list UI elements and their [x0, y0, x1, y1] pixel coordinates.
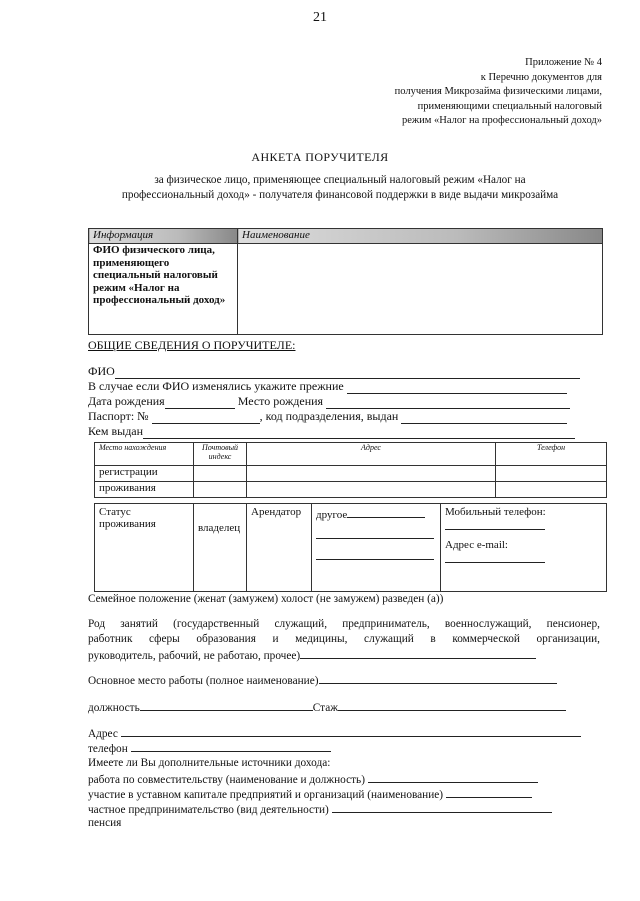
status-tenant-option[interactable]: Арендатор [247, 504, 312, 592]
info-table [88, 228, 603, 335]
addr-col-header: Телефон [496, 443, 607, 466]
occupation-line: работник сферы образования и медицины, служащий в коммерческой организации, [88, 633, 600, 645]
address-table [94, 442, 607, 498]
occupation-line: руководитель, рабочий, не работаю, прочее) [88, 650, 301, 662]
name-input-cell[interactable] [238, 244, 603, 335]
phone-label: телефон [88, 743, 128, 755]
form-title: АНКЕТА ПОРУЧИТЕЛЯ [251, 150, 389, 164]
subtitle-line: за физическое лицо, применяющее специальный налоговый режим «Налог на [154, 174, 526, 186]
status-other-option[interactable] [312, 504, 441, 592]
experience-label: Стаж [312, 702, 339, 714]
status-label: Статус проживания [95, 504, 194, 592]
appendix-line: к Перечню документов для [480, 71, 602, 83]
prev-fio-row [88, 379, 567, 394]
side-job-field[interactable] [368, 771, 538, 783]
fio-row [88, 364, 580, 379]
equity-field[interactable] [446, 786, 532, 798]
passport-issued-field[interactable] [401, 412, 567, 424]
appendix-line: получения Микрозайма физическими лицами, [394, 86, 602, 98]
status-table [94, 503, 607, 592]
main-job-label: Основное место работы (полное наименование) [88, 675, 319, 687]
info-col-header: Информация [89, 229, 238, 244]
passport-label: Паспорт: № [88, 409, 149, 423]
email-field[interactable] [445, 551, 545, 563]
appendix-line: применяющими специальный налоговый [417, 100, 602, 112]
business-label: частное предпринимательство (вид деятельности) [88, 804, 329, 816]
birth-date-label: Дата рождения [88, 394, 165, 408]
pension-row [88, 816, 600, 831]
phone-cell[interactable] [496, 466, 607, 482]
prev-fio-label: В случае если ФИО изменялись укажите прежние [88, 379, 344, 393]
other-field[interactable] [347, 506, 425, 518]
addr-col-header: Адрес [247, 443, 496, 466]
addr-row-label: проживания [95, 482, 194, 498]
info-col-header: Наименование [238, 229, 603, 244]
addr-col-header: Почтовый индекс [194, 443, 247, 466]
main-job-field[interactable] [319, 672, 557, 684]
phone-field[interactable] [131, 740, 331, 752]
other-field[interactable] [316, 527, 434, 539]
appendix-line: режим «Налог на профессиональный доход» [401, 115, 602, 127]
subtitle-line: профессиональный доход» - получателя финансовой поддержки в виде выдачи микрозайма [121, 189, 559, 201]
other-label: другое [316, 509, 348, 521]
phone-row [88, 740, 600, 757]
passport-code-label: , код подразделения, выдан [259, 409, 399, 423]
passport-row [88, 409, 567, 424]
position-label: должность [88, 702, 140, 714]
issued-by-row [88, 424, 575, 439]
fio-field[interactable] [115, 367, 580, 379]
page-number: 21 [313, 10, 327, 25]
occupation-field[interactable] [300, 647, 536, 659]
mobile-phone-field[interactable] [445, 518, 545, 530]
issued-by-field[interactable] [143, 427, 575, 439]
occupation-line: Род занятий (государственный служащий, предприниматель, военнослужащий, пенсионер, [88, 618, 600, 630]
info-row-label: ФИО физического лица, применяющего специальный налоговый режим «Налог на профессиональный доход» [89, 244, 238, 335]
issued-by-label: Кем выдан [88, 424, 144, 438]
section-heading: ОБЩИЕ СВЕДЕНИЯ О ПОРУЧИТЕЛЕ: [88, 338, 296, 352]
appendix-line: Приложение № 4 [525, 57, 602, 68]
status-owner-option[interactable]: владелец [194, 504, 247, 592]
prev-fio-field[interactable] [347, 382, 567, 394]
family-status: Семейное положение (женат (замужем) холост (не замужем) разведен (а)) [88, 593, 444, 605]
side-job-label: работа по совместительству (наименование и должность) [88, 774, 365, 786]
experience-field[interactable] [338, 699, 566, 711]
postal-code-cell[interactable] [194, 482, 247, 498]
mobile-phone-label: Мобильный телефон: [445, 506, 546, 518]
business-field[interactable] [332, 801, 552, 813]
birth-date-field[interactable] [165, 397, 235, 409]
occupation-block [88, 617, 600, 664]
address-field[interactable] [121, 725, 581, 737]
position-row [88, 699, 600, 716]
postal-code-cell[interactable] [194, 466, 247, 482]
pension-label: пенсия [88, 817, 122, 829]
addr-row-label: регистрации [95, 466, 194, 482]
address-label: Адрес [88, 728, 118, 740]
address-cell[interactable] [247, 482, 496, 498]
birth-place-label: Место рождения [237, 394, 324, 408]
equity-label: участие в уставном капитале предприятий и организаций (наименование) [88, 789, 444, 801]
contacts-cell [441, 504, 607, 592]
birth-place-field[interactable] [326, 397, 570, 409]
main-job-row [88, 672, 600, 689]
other-field[interactable] [316, 548, 434, 560]
address-cell[interactable] [247, 466, 496, 482]
form-subtitle [60, 173, 620, 203]
appendix-note [395, 56, 602, 129]
phone-cell[interactable] [496, 482, 607, 498]
addr-col-header: Место нахождения [95, 443, 194, 466]
passport-number-field[interactable] [152, 412, 260, 424]
extra-income-question: Имеете ли Вы дополнительные источники дохода: [88, 757, 331, 769]
email-label: Адрес e-mail: [445, 539, 508, 551]
birth-row [88, 394, 570, 409]
position-field[interactable] [140, 699, 313, 711]
fio-label: ФИО [88, 364, 115, 378]
